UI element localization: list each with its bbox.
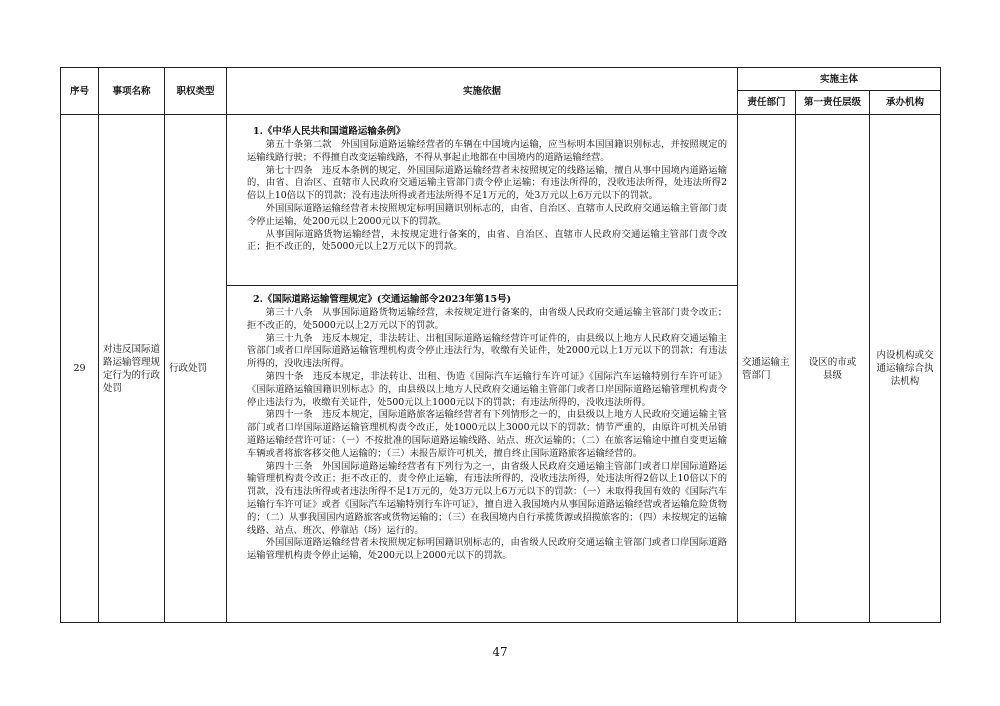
basis-paragraph: 第五十条第二款 外国国际道路运输经营者的车辆在中国境内运输，应当标明本国国籍识别标志，并按照规定的运输线路行驶；不得擅自改变运输线路，不得从事起止地都在中国境内的道路运输经营。 [247,139,727,163]
header-org: 承办机构 [870,91,941,115]
header-name: 事项名称 [99,68,165,115]
row-seq: 29 [61,115,99,623]
header-dept: 责任部门 [738,91,796,115]
basis-paragraph: 从事国际道路货物运输经营，未按规定进行备案的，由省、自治区、直辖市人民政府交通运输主管部门责令改正；拒不改正的，处5000元以上2万元以下的罚款。 [247,228,727,253]
header-seq: 序号 [61,68,99,115]
basis-paragraph: 第四十三条 外国国际道路运输经营者有下列行为之一，由省级人民政府交通运输主管部门或者口岸国际道路运输管理机构责令改正；拒不改正的，责令停止运输，有违法所得的，没收违法所得，处违法所得2倍以上10倍以下的罚款，没有违法所得或者违法所得不足1万元的，处3万元以上6万元以下的罚款：（一）未取得我国有效的《国际汽车运输行车许可证》或者《国际汽车运输特别行车许可证》，擅自进入我国境内从事国际道路运输经营或者运输危险货物的；（二）从事我国国内道路旅客或货物运输的；（三）在我国境内自行承揽货源或招揽旅客的；（四）未按规定的运输线路、站点、班次、停靠站（场）运行的。 [247,460,727,536]
header-type: 职权类型 [165,68,227,115]
basis-paragraph: 外国国际道路运输经营者未按照规定标明国籍识别标志的，由省级人民政府交通运输主管部门或者口岸国际道路运输管理机构责令停止运输，处200元以上2000元以下的罚款。 [247,537,727,562]
basis-section-2-title: 2.《国际道路运输管理规定》(交通运输部令2023年第15号) [253,294,512,305]
basis-section-1-title: 1.《中华人民共和国道路运输条例》 [253,126,406,137]
row-dept: 交通运输主管部门 [738,115,796,623]
header-basis: 实施依据 [227,68,738,115]
header-level: 第一责任层级 [796,91,870,115]
row-level: 设区的市或县级 [796,115,870,623]
basis-paragraph: 第三十八条 从事国际道路货物运输经营，未按规定进行备案的，由省级人民政府交通运输主管部门责令改正；拒不改正的，处5000元以上2万元以下的罚款。 [247,307,727,331]
basis-cell [227,115,738,623]
enforcement-table [60,67,941,623]
basis-paragraph: 第七十四条 违反本条例的规定，外国国际道路运输经营者未按照规定的线路运输，擅自从事中国境内道路运输的，由省、自治区、直辖市人民政府交通运输主管部门责令停止运输；有违法所得的，没收违法所得，处违法所得2倍以上10倍以下的罚款；没有违法所得或者违法所得不足1万元的，处3万元以上6万元以下的罚款。 [247,164,727,202]
basis-paragraph: 第四十一条 违反本规定，国际道路旅客运输经营者有下列情形之一的，由县级以上地方人民政府交通运输主管部门或者口岸国际道路运输管理机构责令改正，处1000元以上3000元以下的罚款；情节严重的，由原许可机关吊销道路运输经营许可证：（一）不按批准的国际道路运输线路、站点、班次运输的；（二）在旅客运输途中擅自变更运输车辆或者将旅客移交他人运输的；（三）未报告原许可机关，擅自终止国际道路旅客运输经营的。 [247,409,727,459]
page-number: 47 [492,645,508,659]
row-name: 对违反国际道路运输管理规定行为的行政处罚 [99,115,165,623]
row-type: 行政处罚 [165,115,227,623]
basis-paragraph: 第三十九条 违反本规定，非法转让、出租国际道路运输经营许可证件的，由县级以上地方人民政府交通运输主管部门或者口岸国际道路运输管理机构责令停止违法行为，收缴有关证件，处2000元以上1万元以下的罚款；有违法所得的，没收违法所得。 [247,332,727,370]
basis-section-1 [227,115,737,286]
basis-section-2 [227,286,737,622]
basis-paragraph: 外国国际道路运输经营者未按照规定标明国籍识别标志的，由省、自治区、直辖市人民政府交通运输主管部门责令停止运输，处200元以上2000元以下的罚款。 [247,202,727,227]
row-org: 内设机构或交通运输综合执法机构 [870,115,941,623]
basis-paragraph: 第四十条 违反本规定，非法转让、出租、伪造《国际汽车运输行车许可证》《国际汽车运输特别行车许可证》《国际道路运输国籍识别标志》的，由县级以上地方人民政府交通运输主管部门或者口岸国际道路运输管理机构责令停止违法行为，收缴有关证件，处500元以上1000元以下的罚款；有违法所得的，没收违法所得。 [247,370,727,408]
header-subject: 实施主体 [738,68,941,91]
